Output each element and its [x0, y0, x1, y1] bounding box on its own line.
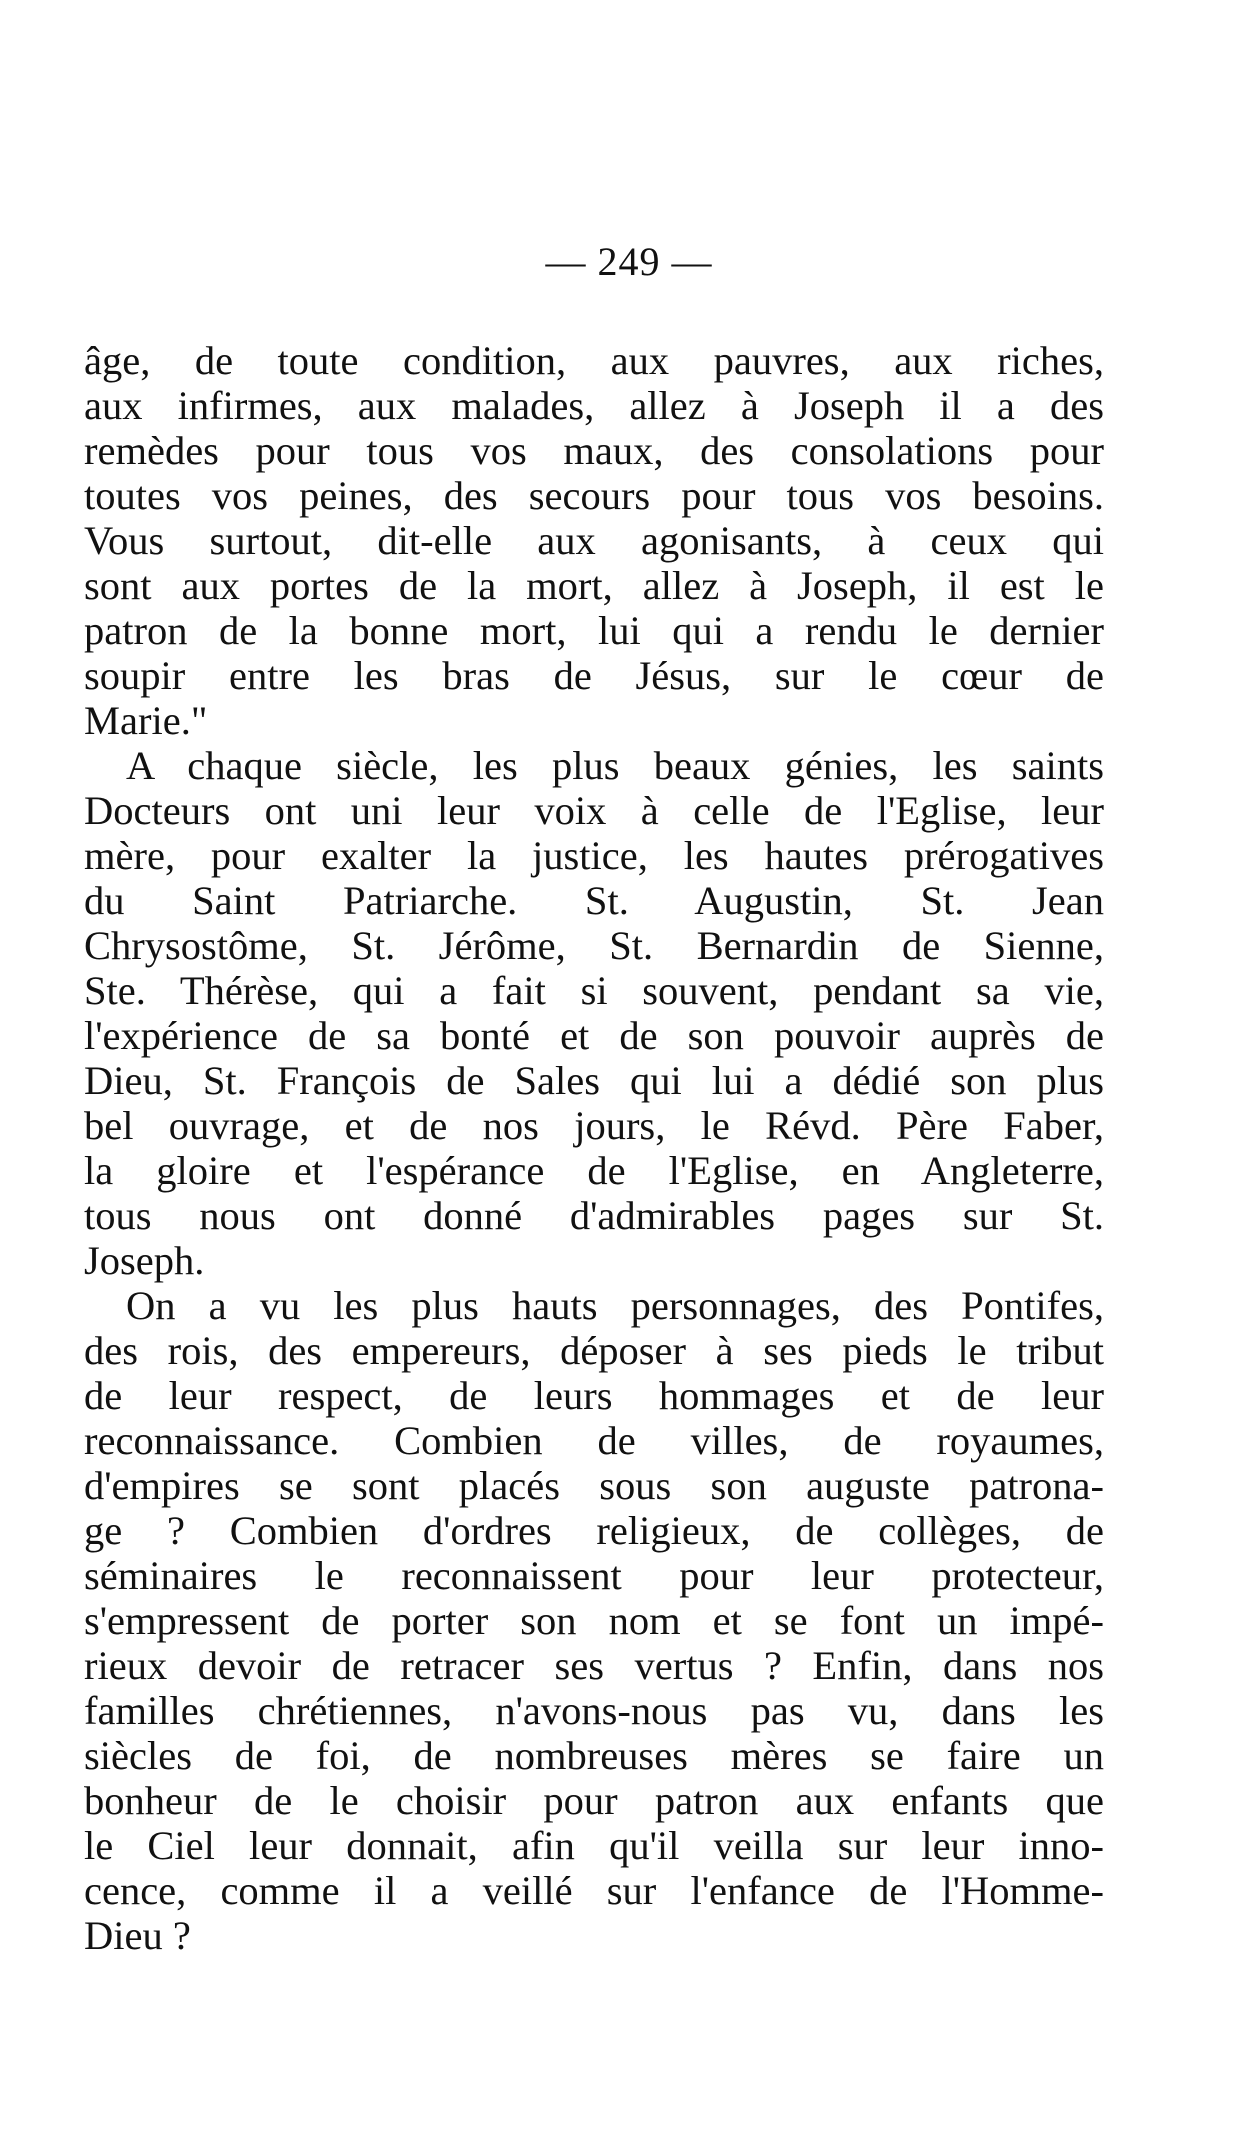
text-line: l'expérience de sa bonté et de son pouvoir auprès de [84, 1013, 1104, 1058]
text-line: mère, pour exalter la justice, les hautes prérogatives [84, 833, 1104, 878]
text-line: aux infirmes, aux malades, allez à Joseph il a des [84, 383, 1104, 428]
text-line: s'empressent de porter son nom et se font un impé- [84, 1598, 1104, 1643]
text-line: patron de la bonne mort, lui qui a rendu le dernier [84, 608, 1104, 653]
text-line: Marie." [84, 698, 208, 743]
page-number: — 249 — [545, 239, 713, 284]
text-line: soupir entre les bras de Jésus, sur le cœur de [84, 653, 1104, 698]
text-line: On a vu les plus hauts personnages, des Pontifes, [126, 1283, 1104, 1328]
text-line: le Ciel leur donnait, afin qu'il veilla sur leur inno- [84, 1823, 1104, 1868]
text-line: Chrysostôme, St. Jérôme, St. Bernardin de Sienne, [84, 923, 1104, 968]
text-line: Joseph. [84, 1238, 205, 1283]
text-line: siècles de foi, de nombreuses mères se faire un [84, 1733, 1104, 1778]
text-line: Ste. Thérèse, qui a fait si souvent, pendant sa vie, [84, 968, 1104, 1013]
text-line: la gloire et l'espérance de l'Eglise, en Angleterre, [84, 1148, 1104, 1193]
text-line: des rois, des empereurs, déposer à ses pieds le tribut [84, 1328, 1104, 1373]
text-line: ge ? Combien d'ordres religieux, de collèges, de [84, 1508, 1104, 1553]
text-line: Vous surtout, dit-elle aux agonisants, à ceux qui [84, 518, 1104, 563]
body-text [84, 338, 1104, 1958]
paragraph-2 [84, 743, 1104, 1283]
text-line: âge, de toute condition, aux pauvres, aux riches, [84, 338, 1104, 383]
text-line: bonheur de le choisir pour patron aux enfants que [84, 1778, 1104, 1823]
text-line: A chaque siècle, les plus beaux génies, les saints [126, 743, 1104, 788]
text-line: séminaires le reconnaissent pour leur protecteur, [84, 1553, 1104, 1598]
text-line: toutes vos peines, des secours pour tous vos besoins. [84, 473, 1104, 518]
text-line: Dieu ? [84, 1913, 191, 1958]
text-line: tous nous ont donné d'admirables pages sur St. [84, 1193, 1104, 1238]
text-line: Docteurs ont uni leur voix à celle de l'Eglise, leur [84, 788, 1104, 833]
text-line: bel ouvrage, et de nos jours, le Révd. Père Faber, [84, 1103, 1104, 1148]
text-line: du Saint Patriarche. St. Augustin, St. Jean [84, 878, 1104, 923]
text-line: remèdes pour tous vos maux, des consolations pour [84, 428, 1104, 473]
paragraph-1 [84, 338, 1104, 743]
text-line: reconnaissance. Combien de villes, de royaumes, [84, 1418, 1104, 1463]
text-line: sont aux portes de la mort, allez à Joseph, il est le [84, 563, 1104, 608]
text-line: d'empires se sont placés sous son auguste patrona- [84, 1463, 1104, 1508]
text-line: cence, comme il a veillé sur l'enfance de l'Homme- [84, 1868, 1104, 1913]
text-line: de leur respect, de leurs hommages et de leur [84, 1373, 1104, 1418]
text-line: rieux devoir de retracer ses vertus ? Enfin, dans nos [84, 1643, 1104, 1688]
text-line: Dieu, St. François de Sales qui lui a dédié son plus [84, 1058, 1104, 1103]
paragraph-3 [84, 1283, 1104, 1958]
text-line: familles chrétiennes, n'avons-nous pas vu, dans les [84, 1688, 1104, 1733]
